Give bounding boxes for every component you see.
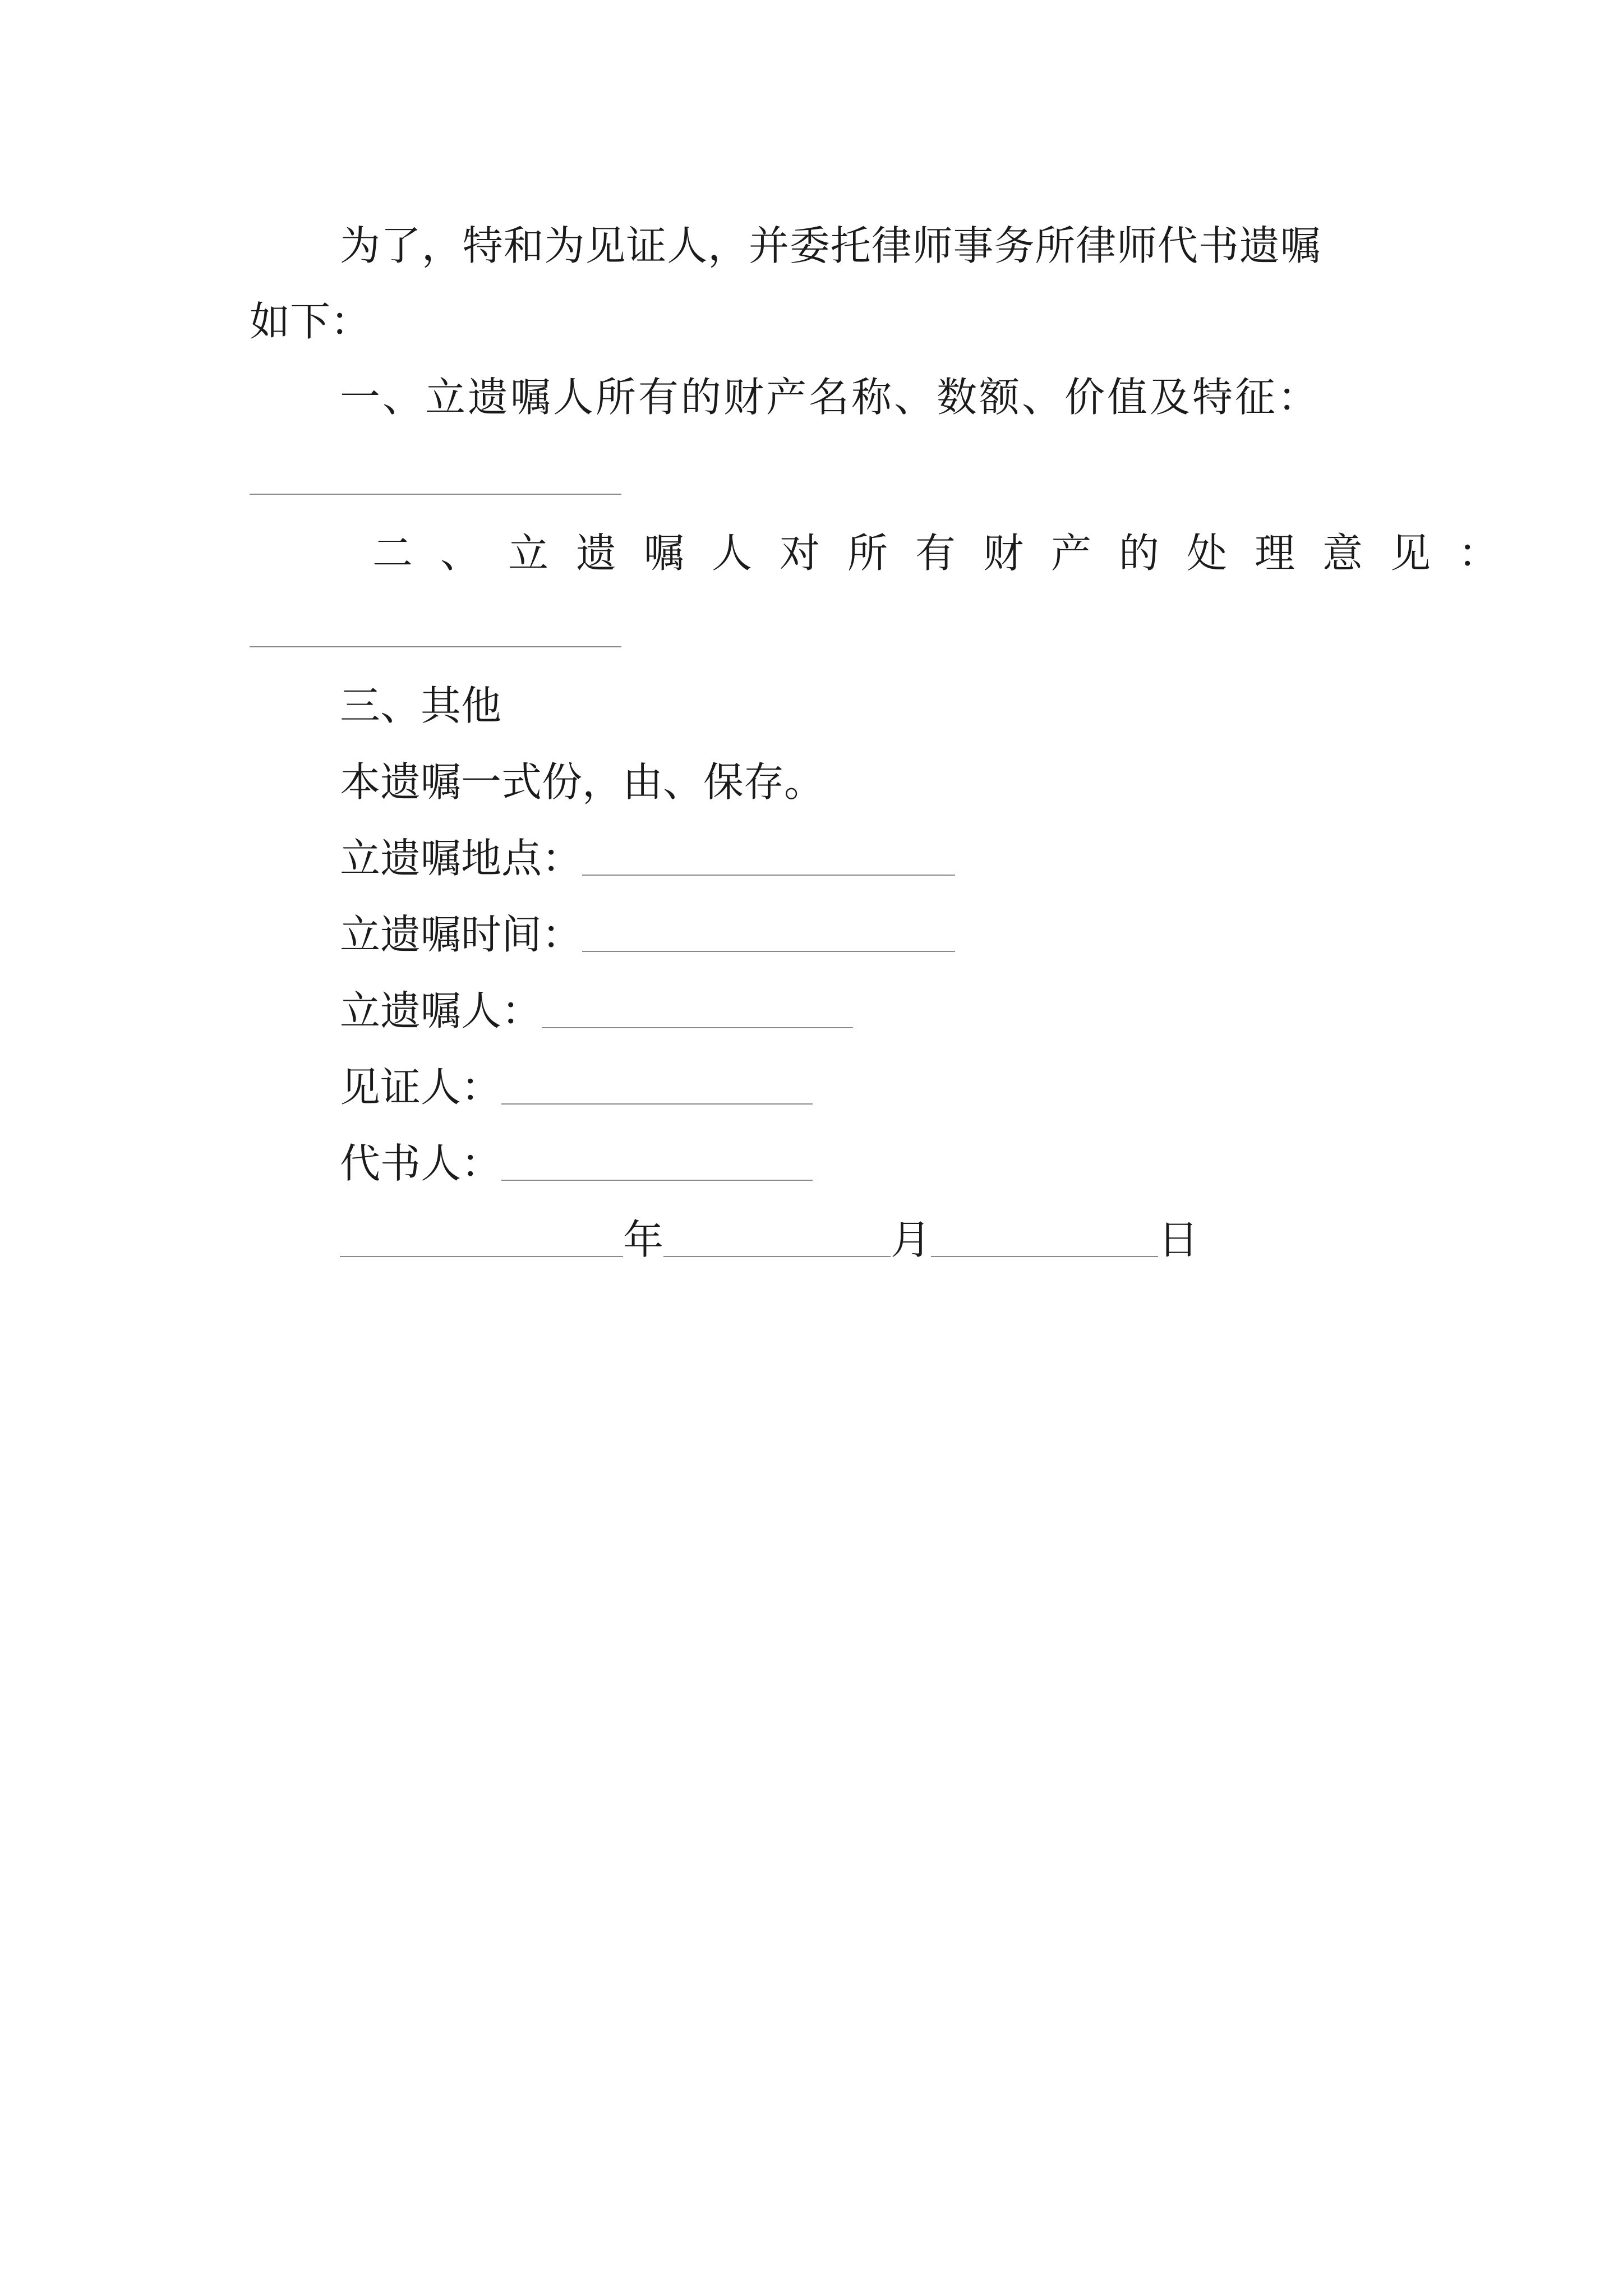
item-3-heading: 三、其他 [340, 682, 502, 729]
witness-label: 见证人： [340, 1064, 502, 1111]
time-blank[interactable] [582, 951, 955, 952]
testator-label: 立遗嘱人： [340, 987, 542, 1034]
intro-line-1: 为了，特和为见证人，并委托律师事务所律师代书遗嘱 [340, 222, 1321, 269]
scribe-label: 代书人： [340, 1140, 502, 1187]
item-2-heading: 二、立遗嘱人对所有财产的处理意见： [372, 530, 1527, 577]
witness-field [340, 1064, 813, 1111]
scribe-blank[interactable] [501, 1180, 813, 1181]
date-field [340, 1216, 1199, 1263]
month-blank[interactable] [663, 1256, 891, 1257]
time-label: 立遗嘱时间： [340, 911, 583, 958]
place-blank[interactable] [582, 875, 955, 876]
testator-blank[interactable] [542, 1027, 853, 1028]
day-label: 日 [1158, 1216, 1199, 1263]
testator-field [340, 987, 853, 1034]
item-1-heading: 一、立遗嘱人所有的财产名称、数额、价值及特征： [340, 374, 1321, 421]
item-2-blank[interactable] [250, 646, 621, 647]
copies-line: 本遗嘱一式份，由、保存。 [340, 758, 825, 806]
year-label: 年 [623, 1216, 664, 1263]
intro-line-2: 如下： [250, 298, 371, 345]
time-field [340, 911, 955, 958]
year-blank[interactable] [340, 1256, 623, 1257]
item-1-blank[interactable] [250, 494, 621, 495]
scribe-field [340, 1140, 813, 1187]
month-label: 月 [891, 1216, 932, 1263]
place-field [340, 835, 955, 882]
day-blank[interactable] [931, 1256, 1158, 1257]
place-label: 立遗嘱地点： [340, 835, 583, 882]
witness-blank[interactable] [501, 1103, 813, 1105]
